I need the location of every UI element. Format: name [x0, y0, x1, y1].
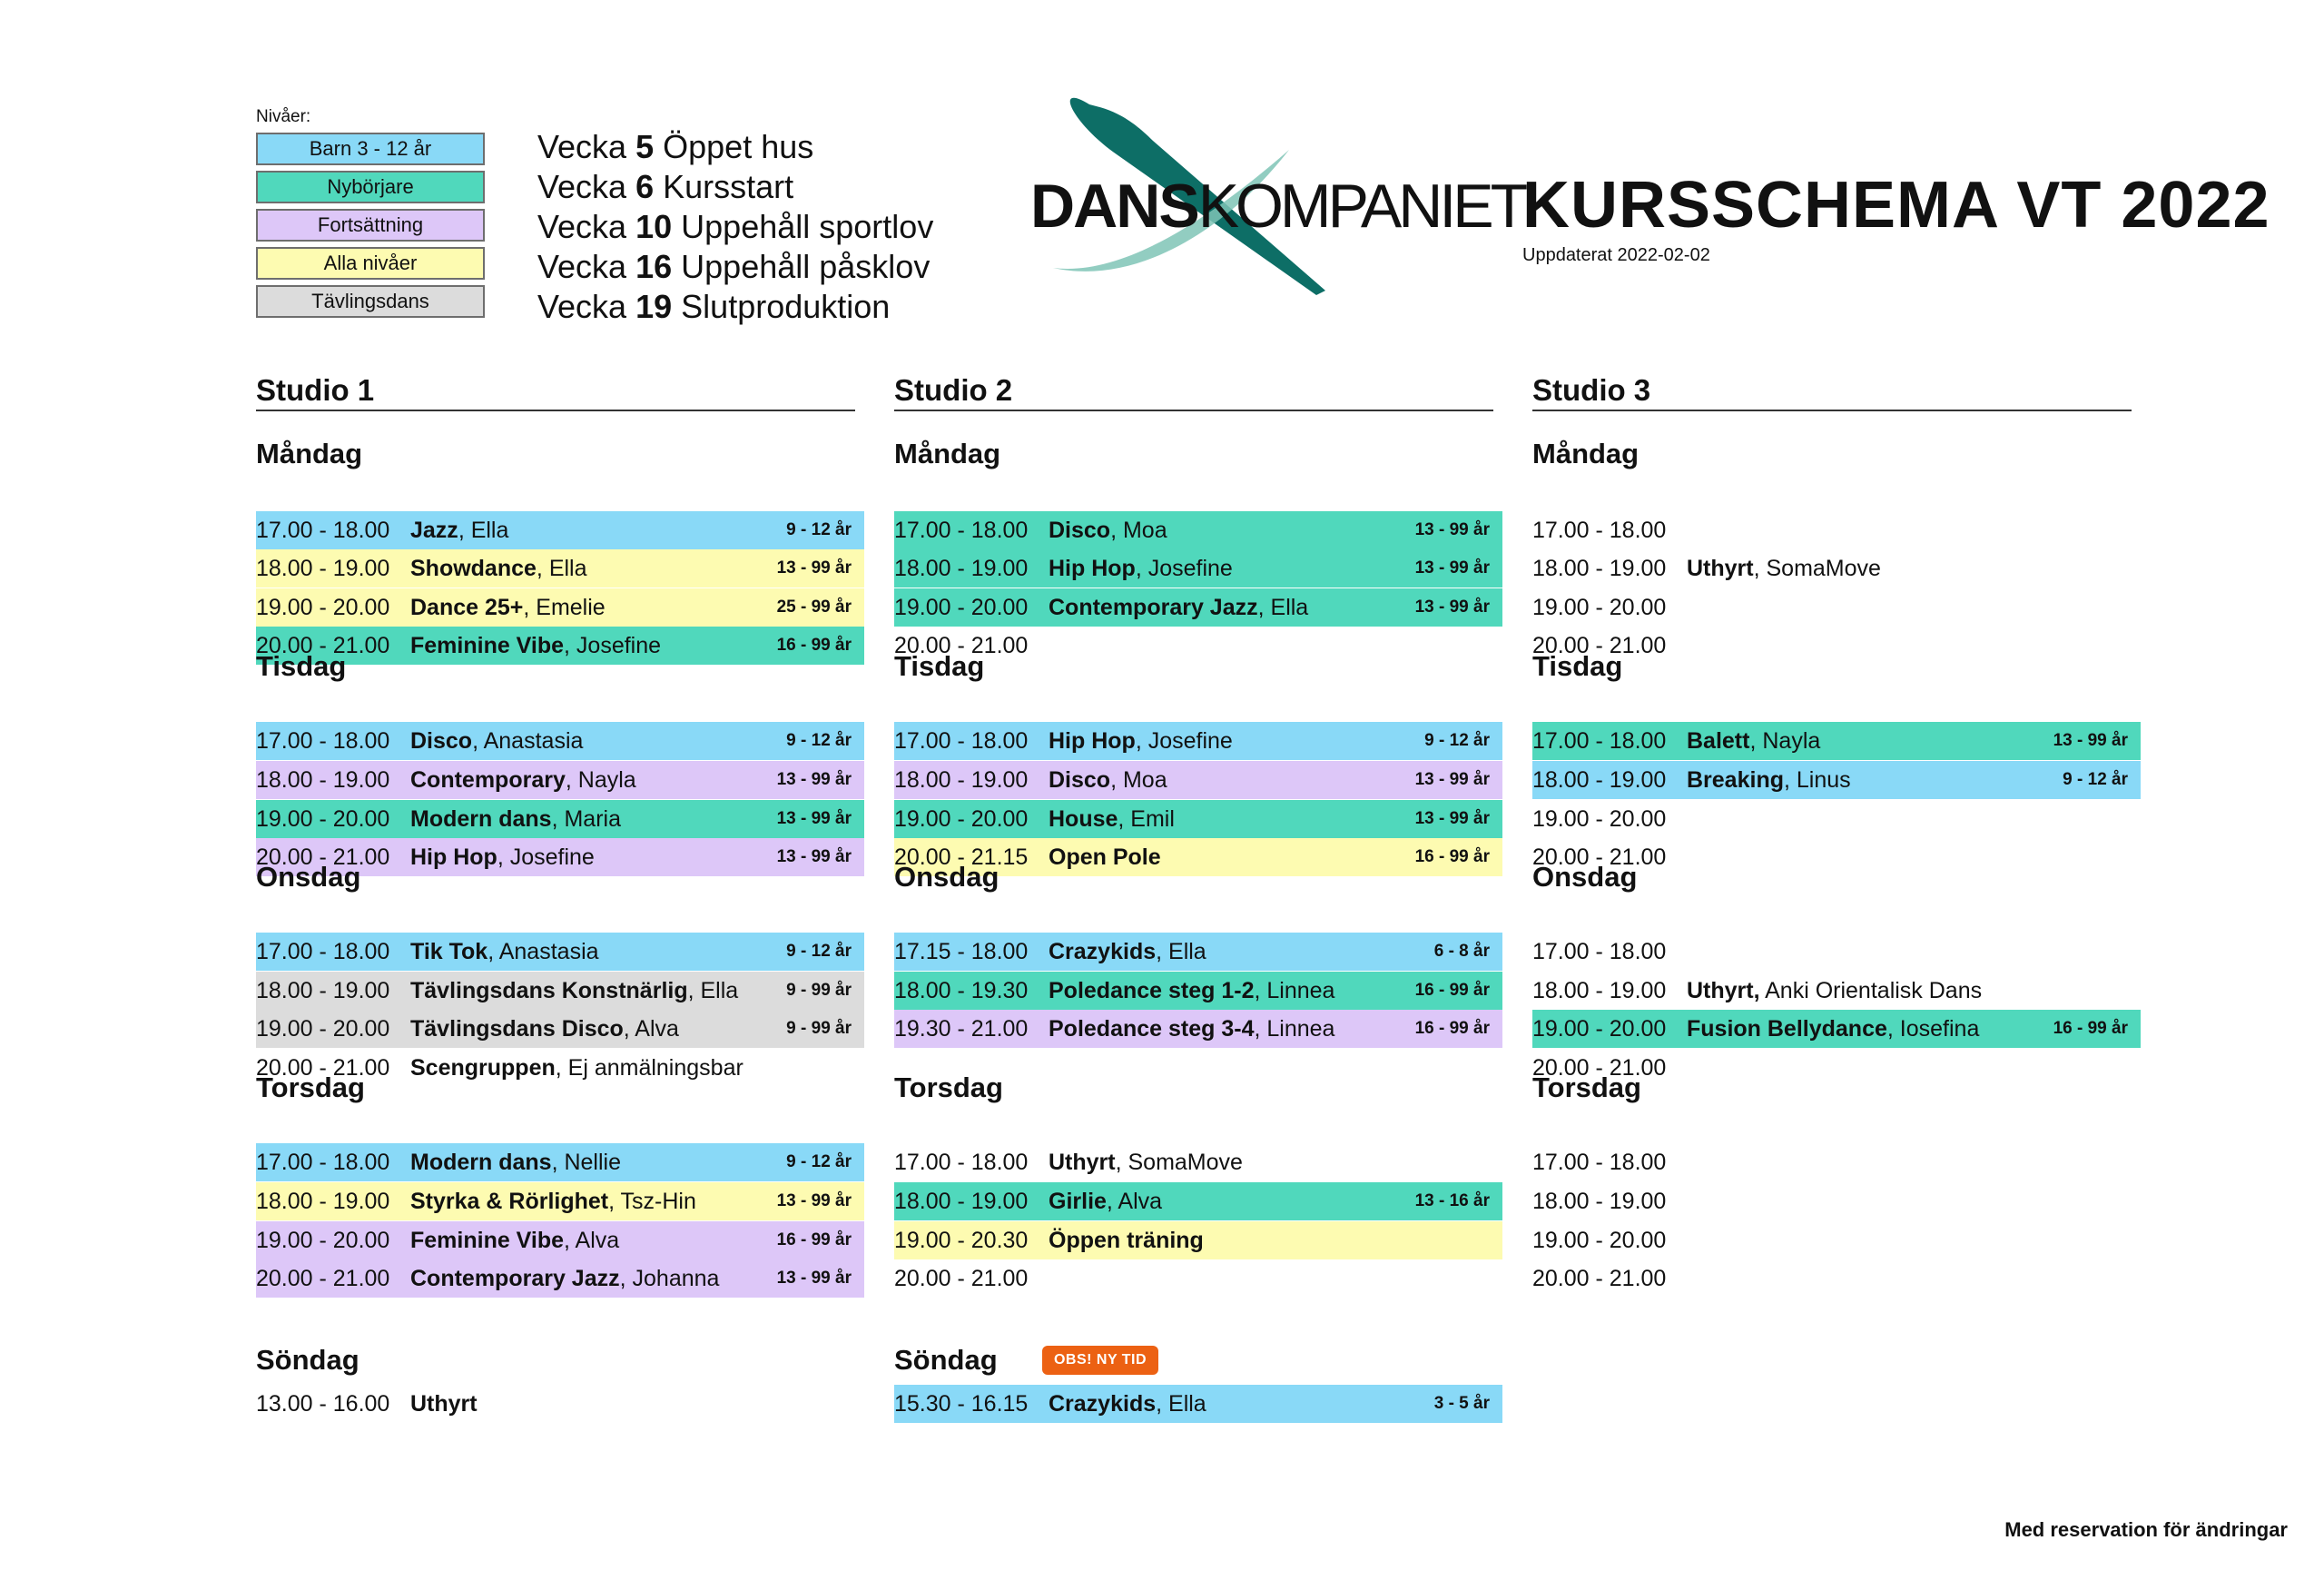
class-age: 13 - 99 år	[1414, 597, 1490, 617]
class-time: 19.00 - 20.30	[894, 1227, 1029, 1253]
class-row	[1532, 1010, 2141, 1048]
class-teacher: , Nayla	[565, 766, 636, 793]
class-time: 19.00 - 20.00	[256, 1227, 390, 1253]
class-time: 17.00 - 18.00	[256, 727, 390, 754]
class-info	[410, 844, 761, 871]
class-time: 18.00 - 19.00	[894, 555, 1029, 581]
class-info	[1049, 1189, 1399, 1215]
class-time: 19.00 - 20.00	[1532, 594, 1667, 620]
class-time: 17.00 - 18.00	[256, 1149, 390, 1175]
class-time: 17.00 - 18.00	[894, 1149, 1029, 1175]
class-teacher: , Josefine	[1135, 555, 1233, 581]
day-heading: Tisdag	[894, 650, 985, 682]
class-name: Disco	[410, 727, 473, 754]
class-name: Contemporary Jazz	[1049, 594, 1258, 620]
class-info	[410, 1228, 761, 1254]
class-time: 17.00 - 18.00	[256, 938, 390, 964]
class-info	[410, 1016, 761, 1042]
class-info	[410, 1391, 761, 1417]
class-row	[1532, 1143, 2141, 1181]
class-age: 13 - 99 år	[1414, 809, 1490, 828]
class-name: Fusion Bellydance	[1687, 1015, 1887, 1042]
class-age: 9 - 99 år	[786, 1019, 852, 1038]
class-name: Hip Hop	[1049, 555, 1136, 581]
class-row	[1532, 972, 2141, 1010]
class-time: 20.00 - 21.00	[256, 1054, 390, 1081]
class-name: Breaking	[1687, 766, 1784, 793]
week-note: Vecka 16 Uppehåll påsklov	[537, 248, 931, 285]
class-name: Tik Tok	[410, 938, 488, 964]
class-name: Girlie	[1049, 1188, 1107, 1214]
class-info	[410, 595, 761, 621]
class-info	[1049, 556, 1399, 582]
class-row	[1532, 1221, 2141, 1259]
class-teacher: , Ella	[1257, 594, 1309, 620]
class-row	[256, 800, 864, 838]
class-info	[410, 939, 761, 965]
class-teacher: , Josefine	[497, 844, 595, 870]
class-name: Balett	[1687, 727, 1750, 754]
class-name: Showdance	[410, 555, 537, 581]
class-name: Disco	[1049, 766, 1111, 793]
class-info	[410, 556, 761, 582]
class-name: Uthyrt	[1049, 1149, 1116, 1175]
class-row	[256, 933, 864, 971]
class-time: 18.00 - 19.00	[256, 977, 390, 1003]
class-info	[1049, 978, 1399, 1004]
class-row	[894, 1221, 1502, 1259]
logo-text: DANSKOMPANIET	[1030, 172, 1525, 241]
class-row	[1532, 722, 2141, 760]
class-time: 20.00 - 21.00	[894, 632, 1029, 658]
studio-column	[894, 372, 1502, 411]
studio-title: Studio 3	[1532, 372, 2132, 411]
legend-level-nyborjare: Nybörjare	[256, 171, 485, 203]
class-age: 9 - 12 år	[786, 731, 852, 750]
class-age: 13 - 99 år	[776, 1191, 852, 1210]
class-age: 25 - 99 år	[776, 597, 852, 617]
class-info	[1049, 939, 1399, 965]
day-heading: Onsdag	[894, 861, 1000, 893]
class-teacher: , Josefine	[564, 632, 662, 658]
day-heading: Måndag	[256, 438, 363, 469]
class-row	[1532, 761, 2141, 799]
class-age: 16 - 99 år	[1414, 1019, 1490, 1038]
legend-level-barn: Barn 3 - 12 år	[256, 133, 485, 165]
danskompaniet-logo	[1017, 86, 1525, 304]
class-time: 18.00 - 19.00	[1532, 766, 1667, 793]
footer-note: Med reservation för ändringar	[2004, 1518, 2288, 1541]
class-time: 19.00 - 20.00	[894, 805, 1029, 832]
legend-title: Nivåer:	[256, 107, 311, 126]
class-row	[1532, 549, 2141, 588]
class-teacher: , Josefine	[1135, 727, 1233, 754]
class-name: Styrka & Rörlighet	[410, 1188, 609, 1214]
class-name: Crazykids	[1049, 1390, 1157, 1417]
class-time: 17.00 - 18.00	[1532, 1149, 1667, 1175]
class-age: 16 - 99 år	[1414, 981, 1490, 1000]
class-teacher: , Maria	[551, 805, 621, 832]
class-row	[894, 1259, 1502, 1298]
class-teacher: , Linnea	[1254, 1015, 1335, 1042]
class-name: Crazykids	[1049, 938, 1157, 964]
class-row	[1532, 1259, 2141, 1298]
class-info	[1049, 1391, 1399, 1417]
class-time: 20.00 - 21.00	[1532, 844, 1667, 870]
class-teacher: , Nayla	[1749, 727, 1821, 754]
class-info	[410, 633, 761, 659]
class-name: Hip Hop	[410, 844, 497, 870]
class-age: 9 - 99 år	[786, 981, 852, 1000]
class-time: 19.00 - 20.00	[894, 594, 1029, 620]
class-name: Poledance steg 1-2	[1049, 977, 1255, 1003]
class-info	[1049, 1016, 1399, 1042]
day-heading: Tisdag	[1532, 650, 1623, 682]
class-age: 13 - 99 år	[2053, 731, 2128, 750]
studio-title: Studio 2	[894, 372, 1493, 411]
class-name: Uthyrt,	[1687, 977, 1760, 1003]
class-time: 17.00 - 18.00	[1532, 938, 1667, 964]
class-teacher: , Linnea	[1254, 977, 1335, 1003]
class-time: 20.00 - 21.15	[894, 844, 1029, 870]
class-name: Poledance steg 3-4	[1049, 1015, 1255, 1042]
class-teacher: , Nellie	[551, 1149, 621, 1175]
class-time: 20.00 - 21.00	[256, 844, 390, 870]
class-info	[1049, 1150, 1399, 1176]
class-time: 19.00 - 20.00	[256, 805, 390, 832]
class-name: Tävlingsdans Disco	[410, 1015, 624, 1042]
class-teacher: , Linus	[1783, 766, 1851, 793]
day-heading: Torsdag	[894, 1071, 1003, 1103]
class-age: 13 - 99 år	[776, 809, 852, 828]
class-time: 18.00 - 19.00	[1532, 555, 1667, 581]
class-row	[256, 1259, 864, 1298]
class-row	[894, 933, 1502, 971]
class-age: 16 - 99 år	[2053, 1019, 2128, 1038]
class-time: 18.00 - 19.00	[894, 766, 1029, 793]
class-row	[1532, 933, 2141, 971]
class-time: 19.00 - 20.00	[1532, 805, 1667, 832]
class-info	[1049, 767, 1399, 794]
class-time: 19.00 - 20.00	[1532, 1015, 1667, 1042]
class-name: Feminine Vibe	[410, 632, 565, 658]
class-time: 17.00 - 18.00	[1532, 517, 1667, 543]
class-time: 17.00 - 18.00	[894, 727, 1029, 754]
class-age: 6 - 8 år	[1433, 942, 1490, 961]
class-teacher: , Emelie	[523, 594, 606, 620]
day-heading: Tisdag	[256, 650, 347, 682]
class-teacher: , Johanna	[619, 1265, 720, 1291]
class-row	[256, 549, 864, 588]
class-row	[894, 722, 1502, 760]
week-note: Vecka 19 Slutproduktion	[537, 288, 891, 325]
class-age: 9 - 12 år	[1424, 731, 1490, 750]
class-row	[256, 627, 864, 665]
class-age: 13 - 99 år	[776, 558, 852, 578]
class-info	[1687, 767, 2037, 794]
class-info	[410, 518, 761, 544]
class-row	[256, 761, 864, 799]
class-info	[1049, 1228, 1399, 1254]
class-age: 9 - 12 år	[786, 520, 852, 539]
class-row	[256, 1143, 864, 1181]
class-row	[1532, 588, 2141, 627]
class-teacher: , Emil	[1118, 805, 1175, 832]
day-heading: Måndag	[1532, 438, 1640, 469]
week-note: Vecka 6 Kursstart	[537, 168, 794, 205]
class-time: 18.00 - 19.00	[256, 555, 390, 581]
class-name: Contemporary Jazz	[410, 1265, 620, 1291]
class-name: Scengruppen	[410, 1054, 556, 1081]
legend-level-fortsattning: Fortsättning	[256, 209, 485, 242]
level-legend	[256, 107, 492, 323]
class-row	[894, 588, 1502, 627]
class-teacher: , Ella	[687, 977, 739, 1003]
class-time: 19.30 - 21.00	[894, 1015, 1029, 1042]
class-teacher: Anki Orientalisk Dans	[1759, 977, 1983, 1003]
class-teacher: , Ella	[1156, 938, 1206, 964]
class-row	[894, 972, 1502, 1010]
class-info	[1049, 728, 1399, 755]
class-teacher: , Ella	[536, 555, 587, 581]
class-info	[1687, 556, 2037, 582]
class-row	[256, 1385, 864, 1423]
class-info	[1049, 518, 1399, 544]
class-time: 20.00 - 21.00	[1532, 632, 1667, 658]
class-time: 17.00 - 18.00	[894, 517, 1029, 543]
class-row	[1532, 1182, 2141, 1220]
class-name: Öppen träning	[1049, 1227, 1204, 1253]
class-age: 16 - 99 år	[776, 1230, 852, 1249]
class-time: 20.00 - 21.00	[1532, 1054, 1667, 1081]
class-age: 13 - 99 år	[1414, 520, 1490, 539]
class-row	[256, 972, 864, 1010]
class-time: 18.00 - 19.00	[1532, 1188, 1667, 1214]
class-row	[894, 1385, 1502, 1423]
class-info	[1687, 1016, 2037, 1042]
class-row	[894, 761, 1502, 799]
class-teacher: , Ella	[1156, 1390, 1206, 1417]
day-heading: Måndag	[894, 438, 1001, 469]
class-teacher: , Ej anmälningsbar	[555, 1054, 743, 1081]
class-info	[410, 978, 761, 1004]
class-info	[410, 728, 761, 755]
class-row	[256, 1010, 864, 1048]
class-info	[410, 1150, 761, 1176]
class-teacher: , Alva	[623, 1015, 679, 1042]
class-name: Feminine Vibe	[410, 1227, 565, 1253]
class-row	[256, 1182, 864, 1220]
class-row	[256, 511, 864, 549]
class-age: 13 - 99 år	[1414, 558, 1490, 578]
class-teacher: , Alva	[564, 1227, 620, 1253]
legend-level-tavling: Tävlingsdans	[256, 285, 485, 318]
class-name: Hip Hop	[1049, 727, 1136, 754]
class-row	[894, 1182, 1502, 1220]
class-teacher: , Moa	[1110, 766, 1167, 793]
class-name: Open Pole	[1049, 844, 1161, 870]
class-teacher: , SomaMove	[1753, 555, 1881, 581]
studio-title: Studio 1	[256, 372, 855, 411]
class-name: Disco	[1049, 517, 1111, 543]
class-row	[1532, 800, 2141, 838]
class-age: 13 - 99 år	[1414, 770, 1490, 789]
class-age: 13 - 99 år	[776, 1269, 852, 1288]
class-time: 13.00 - 16.00	[256, 1390, 390, 1417]
class-teacher: , Iosefina	[1886, 1015, 1980, 1042]
class-teacher: , SomaMove	[1115, 1149, 1243, 1175]
class-name: Uthyrt	[1687, 555, 1754, 581]
class-row	[894, 549, 1502, 588]
class-name: Jazz	[410, 517, 458, 543]
class-teacher: , Ella	[458, 517, 509, 543]
class-row	[894, 511, 1502, 549]
legend-level-alla: Alla nivåer	[256, 247, 485, 280]
class-time: 19.00 - 20.00	[1532, 1227, 1667, 1253]
class-age: 16 - 99 år	[776, 636, 852, 655]
day-heading: Söndag	[894, 1344, 998, 1376]
class-name: Modern dans	[410, 1149, 552, 1175]
class-row	[1532, 627, 2141, 665]
class-info	[410, 1055, 761, 1081]
class-row	[256, 588, 864, 627]
class-time: 15.30 - 16.15	[894, 1390, 1029, 1417]
class-row	[894, 800, 1502, 838]
class-info	[1049, 844, 1399, 871]
class-age: 13 - 99 år	[776, 770, 852, 789]
class-info	[410, 1189, 761, 1215]
class-row	[1532, 511, 2141, 549]
class-name: Modern dans	[410, 805, 552, 832]
class-time: 20.00 - 21.00	[1532, 1265, 1667, 1291]
class-name: Dance 25+	[410, 594, 524, 620]
class-time: 17.00 - 18.00	[1532, 727, 1667, 754]
class-name: Tävlingsdans Konstnärlig	[410, 977, 688, 1003]
class-row	[894, 627, 1502, 665]
class-teacher: , Anastasia	[472, 727, 584, 754]
class-name: House	[1049, 805, 1118, 832]
class-age: 9 - 12 år	[786, 1152, 852, 1171]
studio-column	[256, 372, 864, 411]
class-time: 17.15 - 18.00	[894, 938, 1029, 964]
class-time: 18.00 - 19.00	[256, 1188, 390, 1214]
class-info	[1049, 806, 1399, 833]
week-notes	[537, 127, 933, 327]
class-time: 18.00 - 19.00	[256, 766, 390, 793]
class-info	[410, 767, 761, 794]
day-heading: Torsdag	[256, 1071, 365, 1103]
class-name: Contemporary	[410, 766, 566, 793]
day-heading: Onsdag	[1532, 861, 1638, 893]
class-age: 3 - 5 år	[1433, 1394, 1490, 1413]
class-time: 17.00 - 18.00	[256, 517, 390, 543]
class-age: 13 - 99 år	[776, 847, 852, 866]
class-time: 18.00 - 19.00	[894, 1188, 1029, 1214]
class-time: 19.00 - 20.00	[256, 1015, 390, 1042]
class-teacher: , Alva	[1106, 1188, 1163, 1214]
class-teacher: , Tsz-Hin	[608, 1188, 696, 1214]
class-age: 9 - 12 år	[786, 942, 852, 961]
class-row	[256, 1221, 864, 1259]
class-time: 20.00 - 21.00	[256, 632, 390, 658]
class-info	[1687, 728, 2037, 755]
week-note: Vecka 10 Uppehåll sportlov	[537, 208, 934, 245]
class-time: 18.00 - 19.30	[894, 977, 1029, 1003]
class-name: Uthyrt	[410, 1390, 478, 1417]
day-heading: Onsdag	[256, 861, 361, 893]
class-time: 20.00 - 21.00	[894, 1265, 1029, 1291]
class-time: 20.00 - 21.00	[256, 1265, 390, 1291]
class-row	[256, 722, 864, 760]
week-note: Vecka 5 Öppet hus	[537, 128, 814, 165]
day-heading: Söndag	[256, 1344, 359, 1376]
page-title: KURSSCHEMA VT 2022	[1522, 169, 2270, 242]
class-time: 18.00 - 19.00	[1532, 977, 1667, 1003]
class-row	[894, 1143, 1502, 1181]
class-info	[1687, 978, 2037, 1004]
studio-column	[1532, 372, 2141, 411]
class-info	[1049, 595, 1399, 621]
class-info	[410, 806, 761, 833]
class-age: 16 - 99 år	[1414, 847, 1490, 866]
class-teacher: , Moa	[1110, 517, 1167, 543]
day-heading: Torsdag	[1532, 1071, 1641, 1103]
class-row	[894, 1010, 1502, 1048]
new-time-badge: OBS! NY TID	[1042, 1346, 1158, 1375]
updated-date: Uppdaterat 2022-02-02	[1522, 245, 1710, 265]
class-info	[410, 1266, 761, 1292]
class-age: 9 - 12 år	[2063, 770, 2128, 789]
class-age: 13 - 16 år	[1414, 1191, 1490, 1210]
class-time: 19.00 - 20.00	[256, 594, 390, 620]
class-teacher: , Anastasia	[487, 938, 599, 964]
